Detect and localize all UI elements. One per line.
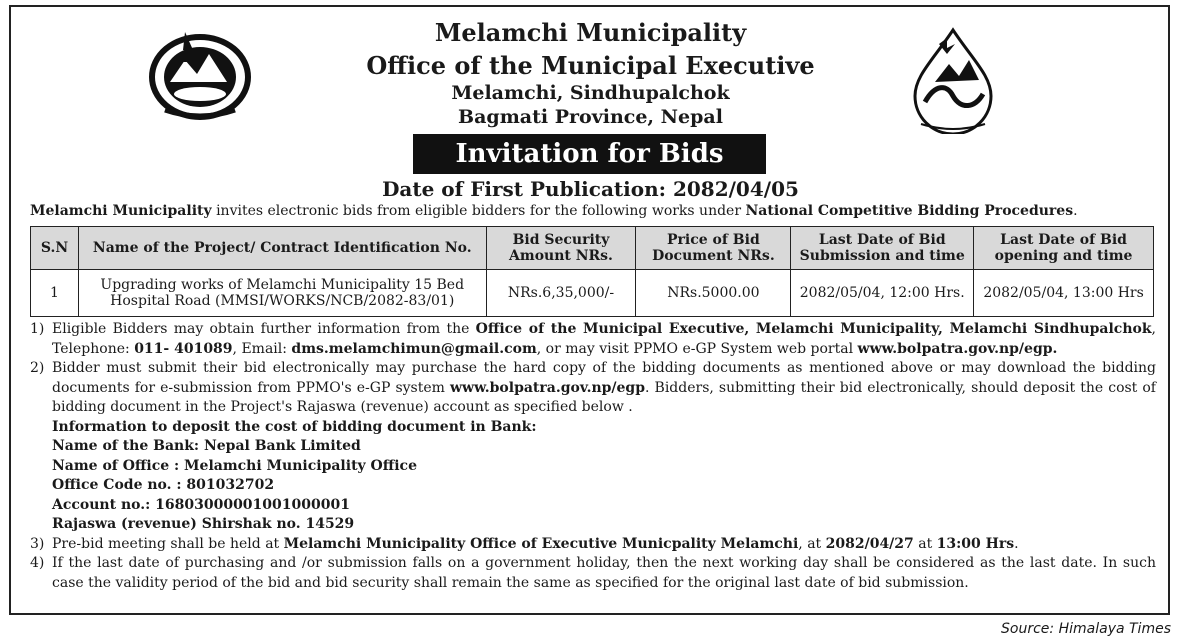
note-1-c: , Telephone:: [52, 321, 1156, 357]
notes-list: [30, 320, 1156, 593]
bank-office-code: Office Code no. : 801032702: [52, 477, 275, 493]
cell-submission: 2082/05/04, 12:00 Hrs.: [791, 270, 974, 317]
intro-procedure: National Competitive Bidding Procedures: [745, 203, 1074, 219]
cell-price: NRs.5000.00: [636, 270, 791, 317]
note-1-e: , or may visit PPMO e-GP System web portal: [536, 340, 858, 357]
location-line: Melamchi, Sindhupalchok: [451, 82, 730, 104]
cell-project-l1: Upgrading works of Melamchi Municipality 15 Bed: [100, 277, 465, 293]
bank-account: Account no.: 16803000001001000001: [52, 496, 350, 513]
header-price: [636, 227, 791, 270]
notice-title: Invitation for Bids: [413, 134, 766, 174]
table-header-row: [31, 227, 1154, 270]
bids-table: [30, 226, 1154, 317]
note-1-url: www.bolpatra.gov.np/egp.: [857, 340, 1058, 357]
note-4-num: 4): [30, 555, 45, 571]
header-submission-l2: Submission and time: [799, 248, 965, 264]
header-opening-l1: Last Date of Bid: [1000, 232, 1127, 248]
cell-project: [78, 270, 486, 317]
note-1: [30, 320, 1156, 359]
note-4-text: If the last date of purchasing and /or submission falls on a government holiday, then the next working day shall be considered as the last date. In such case the validity period of the bid and bid security shall remain the same as specified for the original last date of bid submission.: [52, 555, 1156, 591]
note-2-num: 2): [30, 360, 45, 376]
note-2-a: Bidder must submit their bid electronically may purchase the hard copy of the bidding documents as mentioned above or may download the bidding documents for e-submission from PPMO's e-GP system: [52, 360, 1156, 396]
intro-text: [30, 203, 1078, 219]
note-3-a: Pre-bid meeting shall be held at: [52, 535, 284, 552]
municipality-name: Melamchi Municipality: [434, 18, 747, 47]
note-3-b: , at: [798, 535, 826, 552]
note-2-url: www.bolpatra.gov.np/egp: [450, 379, 646, 396]
header-security-l2: Amount NRs.: [509, 248, 613, 264]
note-3-num: 3): [30, 535, 45, 552]
header-submission-l1: Last Date of Bid: [818, 232, 946, 248]
note-1-email: dms.melamchimun@gmail.com: [291, 340, 537, 357]
header-project: Name of the Project/ Contract Identification No.: [78, 227, 486, 270]
header-security-l1: Bid Security: [512, 232, 610, 248]
bank-rajaswa: Rajaswa (revenue) Shirshak no. 14529: [52, 516, 355, 532]
office-name: Office of the Municipal Executive: [366, 51, 815, 80]
bank-info: [30, 418, 1156, 535]
header-submission: [791, 227, 974, 270]
cell-opening: 2082/05/04, 13:00 Hrs: [974, 270, 1154, 317]
note-3-place: Melamchi Municipality Office of Executive Municpality Melamchi: [283, 535, 799, 552]
header-sn: S.N: [31, 227, 79, 270]
note-2-b: . Bidders, submitting their bid electronically, should deposit the cost of bidding document in the Project's Rajaswa (revenue) account as specified below .: [52, 379, 1156, 415]
bank-name: Name of the Bank: Nepal Bank Limited: [52, 438, 361, 454]
intro-end: .: [1073, 203, 1078, 219]
note-4: [30, 554, 1156, 593]
cell-sn: 1: [31, 270, 79, 317]
note-3-date: 2082/04/27: [825, 535, 914, 552]
intro-org: Melamchi Municipality: [30, 203, 212, 219]
bank-heading: Information to deposit the cost of bidding document in Bank:: [52, 418, 537, 435]
cell-security: NRs.6,35,000/-: [486, 270, 636, 317]
note-2: [30, 359, 1156, 418]
header-price-l1: Price of Bid: [667, 232, 760, 248]
note-3: [30, 535, 1156, 555]
bank-office-name: Name of Office : Melamchi Municipality Office: [52, 457, 417, 474]
publication-date: Date of First Publication: 2082/04/05: [382, 177, 799, 201]
note-3-c: at: [913, 535, 937, 552]
note-1-a: Eligible Bidders may obtain further information from the: [52, 321, 476, 337]
cell-project-l2: Hospital Road (MMSI/WORKS/NCB/2082-83/01): [110, 293, 455, 309]
note-3-d: .: [1014, 535, 1019, 552]
header-opening-l2: opening and time: [994, 248, 1133, 264]
intro-body: invites electronic bids from eligible bidders for the following works under: [211, 203, 746, 219]
province-line: Bagmati Province, Nepal: [458, 106, 723, 128]
header-security: [486, 227, 636, 270]
header-opening: [974, 227, 1154, 270]
note-1-d: , Email:: [232, 340, 292, 357]
table-row: [31, 270, 1154, 317]
note-3-time: 13:00 Hrs: [936, 535, 1015, 552]
header-price-l2: Document NRs.: [652, 248, 775, 264]
note-1-phone: 011- 401089: [134, 340, 233, 357]
source-credit: Source: Himalaya Times: [1001, 621, 1171, 637]
note-1-num: 1): [30, 321, 45, 337]
note-1-office: Office of the Municipal Executive, Melamchi Municipality, Melamchi Sindhupalchok: [475, 321, 1152, 337]
